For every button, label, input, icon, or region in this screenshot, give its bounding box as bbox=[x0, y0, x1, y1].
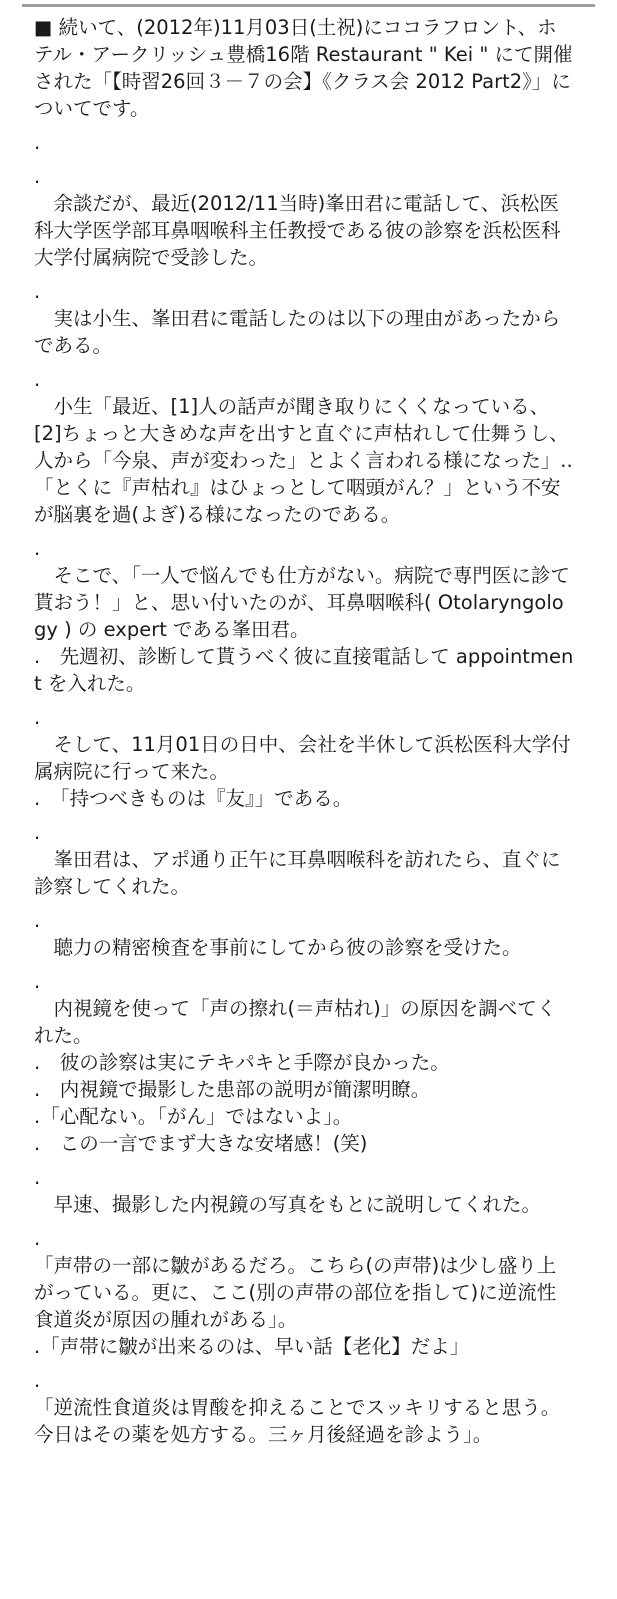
article-body bbox=[34, 14, 574, 1448]
paragraph-dot: . bbox=[34, 1369, 41, 1392]
paragraph: 「逆流性食道炎は胃酸を抑えることでスッキリすると思う。今日はその薬を処方する。三ヶ月後経過を診よう」。 bbox=[34, 1396, 561, 1446]
paragraph: . 彼の診察は実にテキパキと手際が良かった。 bbox=[34, 1051, 450, 1074]
paragraph: 余談だが、最近(2012/11当時)峯田君に電話して、浜松医科大学医学部耳鼻咽喉科主任教授である彼の診察を浜松医科大学付属病院で受診した。 bbox=[34, 192, 561, 269]
paragraph: 峯田君は、アポ通り正午に耳鼻咽喉科を訪れたら、直ぐに診察してくれた。 bbox=[34, 848, 561, 898]
paragraph: . 内視鏡で撮影した患部の説明が簡潔明瞭。 bbox=[34, 1078, 431, 1101]
paragraph: . この一言でまず大きな安堵感！(笑) bbox=[34, 1132, 368, 1155]
paragraph: そこで、「一人で悩んでも仕方がない。病院で専門医に診て貰おう！」と、思い付いたのが、耳鼻咽喉科( Otolaryngology ) の expert である峯田君。 bbox=[34, 564, 570, 641]
paragraph: 早速、撮影した内視鏡の写真をもとに説明してくれた。 bbox=[34, 1193, 542, 1216]
paragraph: ■ 続いて、(2012年)11月03日(土祝)にココラフロント、ホテル・アークリッシュ豊橋16階 Restaurant " Kei " にて開催された「【時習26回３－７の会】《クラス会 2012 Part2》」についてです。 bbox=[34, 16, 573, 120]
paragraph: 実は小生、峯田君に電話したのは以下の理由があったからである。 bbox=[34, 307, 561, 357]
paragraph: そして、11月01日の日中、会社を半休して浜松医科大学付属病院に行って来た。 bbox=[34, 733, 571, 783]
paragraph: 小生「最近、[1]人の話声が聞き取りにくくなっている、[2]ちょっと大きめな声を出すと直ぐに声枯れして仕舞うし、人から「今泉、声が変わった」とよく言われる様になった」..「とくに『声枯れ』はひょっとして咽頭がん？」という不安が脳裏を過(よぎ)る様になったのである。 bbox=[34, 395, 573, 526]
paragraph-dot: . bbox=[34, 165, 41, 188]
paragraph: .「声帯に皺が出来るのは、早い話【老化】だよ」 bbox=[34, 1335, 470, 1358]
paragraph-dot: . bbox=[34, 706, 41, 729]
top-divider bbox=[22, 4, 595, 7]
paragraph-dot: . bbox=[34, 280, 41, 303]
paragraph-dot: . bbox=[34, 368, 41, 391]
paragraph-dot: . bbox=[34, 1227, 41, 1250]
paragraph-dot: . bbox=[34, 537, 41, 560]
paragraph-dot: . bbox=[34, 821, 41, 844]
paragraph: 聴力の精密検査を事前にしてから彼の診察を受けた。 bbox=[34, 936, 522, 959]
paragraph: . 「持つべきものは『友』」である。 bbox=[34, 787, 353, 810]
paragraph: 内視鏡を使って「声の擦れ(＝声枯れ)」の原因を調べてくれた。 bbox=[34, 997, 557, 1047]
paragraph-dot: . bbox=[34, 909, 41, 932]
paragraph-dot: . bbox=[34, 970, 41, 993]
paragraph: 「声帯の一部に皺があるだろ。こちら(の声帯)は少し盛り上がっている。更に、ここ(別の声帯の部位を指して)に逆流性食道炎が原因の腫れがある」。 bbox=[34, 1254, 557, 1331]
paragraph: .「心配ない。「がん」ではないよ」。 bbox=[34, 1105, 353, 1128]
paragraph: . 先週初、診断して貰うべく彼に直接電話して appointment を入れた。 bbox=[34, 645, 574, 695]
paragraph-dot: . bbox=[34, 1166, 41, 1189]
paragraph-dot: . bbox=[34, 131, 41, 154]
